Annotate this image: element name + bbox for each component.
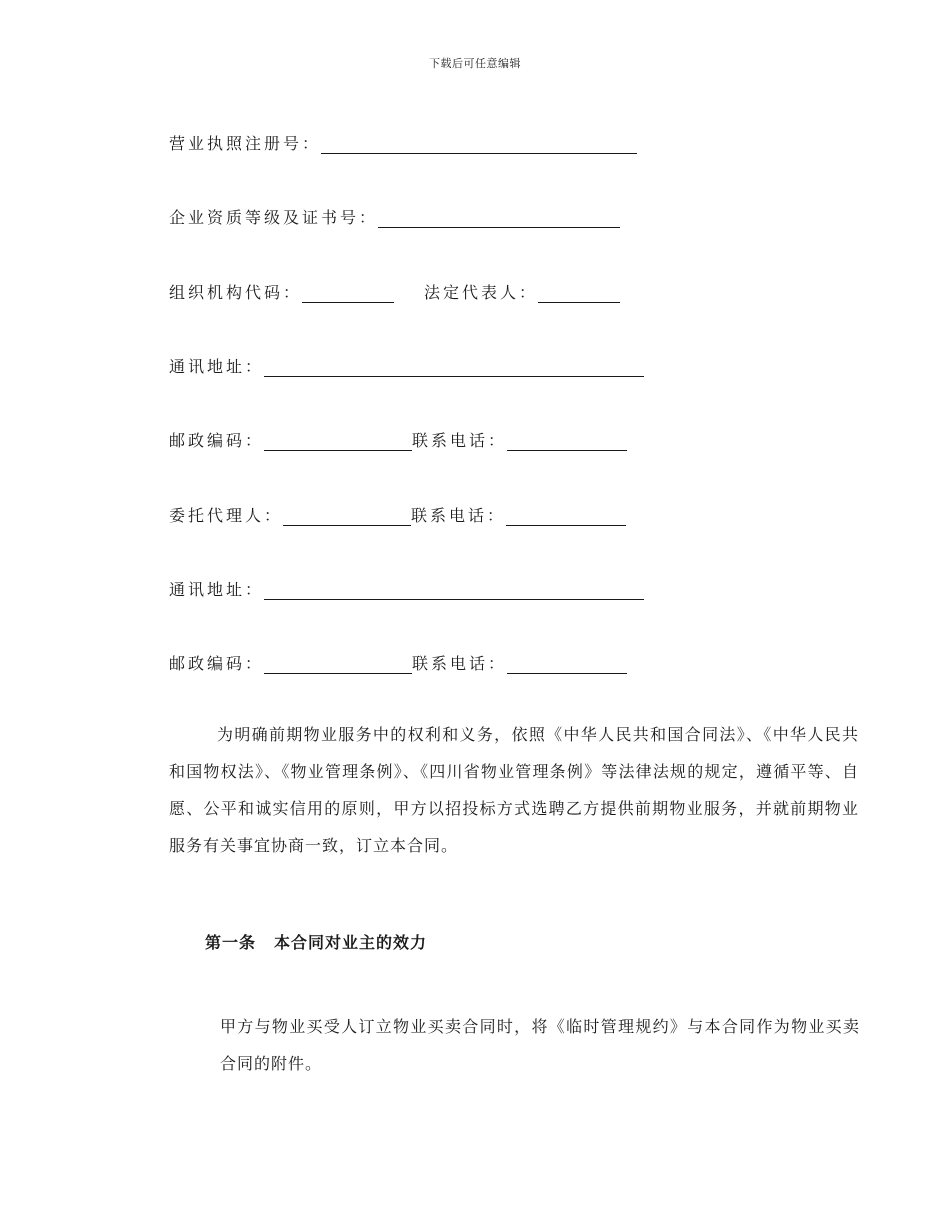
org-code-row bbox=[169, 279, 624, 303]
article-1-title: 本合同对业主的效力 bbox=[274, 933, 428, 952]
legal-rep-label: 法定代表人： bbox=[424, 283, 539, 302]
postcode-blank-2 bbox=[264, 655, 412, 674]
address-blank-1 bbox=[264, 358, 644, 377]
address-row-1 bbox=[169, 353, 648, 377]
phone-blank-1 bbox=[507, 432, 627, 451]
page-header-note: 下载后可任意编辑 bbox=[429, 57, 521, 70]
agent-blank bbox=[283, 507, 411, 526]
license-number-row bbox=[169, 130, 641, 154]
license-number-label: 营业执照注册号： bbox=[169, 134, 322, 153]
postcode-blank-1 bbox=[264, 432, 412, 451]
phone-blank-3 bbox=[507, 655, 627, 674]
phone-label-2: 联系电话： bbox=[411, 506, 507, 525]
postcode-label-1: 邮政编码： bbox=[169, 431, 265, 450]
postcode-label-2: 邮政编码： bbox=[169, 654, 265, 673]
qualification-label: 企业资质等级及证书号： bbox=[169, 208, 379, 227]
legal-rep-blank bbox=[538, 284, 620, 303]
org-code-label: 组织机构代码： bbox=[169, 283, 303, 302]
qualification-blank bbox=[378, 209, 620, 228]
phone-blank-2 bbox=[506, 507, 626, 526]
license-number-blank bbox=[321, 135, 637, 154]
agent-label: 委托代理人： bbox=[169, 506, 284, 525]
preamble-paragraph: 为明确前期物业服务中的权利和义务，依照《中华人民共和国合同法》、《中华人民共和国物权法》、《物业管理条例》、《四川省物业管理条例》等法律法规的规定，遵循平等、自愿、公平和诚实信用的原则，甲方以招投标方式选聘乙方提供前期物业服务，并就前期物业服务有关事宜协商一致，订立本合同。 bbox=[169, 725, 859, 855]
org-code-blank bbox=[302, 284, 394, 303]
article-1-heading bbox=[205, 930, 427, 953]
phone-label-1: 联系电话： bbox=[412, 431, 508, 450]
postcode-row-2 bbox=[169, 650, 631, 674]
address-label-2: 通讯地址： bbox=[169, 580, 265, 599]
phone-label-3: 联系电话： bbox=[412, 654, 508, 673]
address-blank-2 bbox=[264, 581, 644, 600]
article-1-body: 甲方与物业买受人订立物业买卖合同时，将《临时管理规约》与本合同作为物业买卖合同的附件。 bbox=[220, 1017, 860, 1073]
postcode-row-1 bbox=[169, 427, 631, 451]
address-label-1: 通讯地址： bbox=[169, 357, 265, 376]
agent-row bbox=[169, 502, 630, 526]
qualification-row bbox=[169, 204, 624, 228]
address-row-2 bbox=[169, 576, 648, 600]
article-1-number: 第一条 bbox=[205, 933, 257, 952]
